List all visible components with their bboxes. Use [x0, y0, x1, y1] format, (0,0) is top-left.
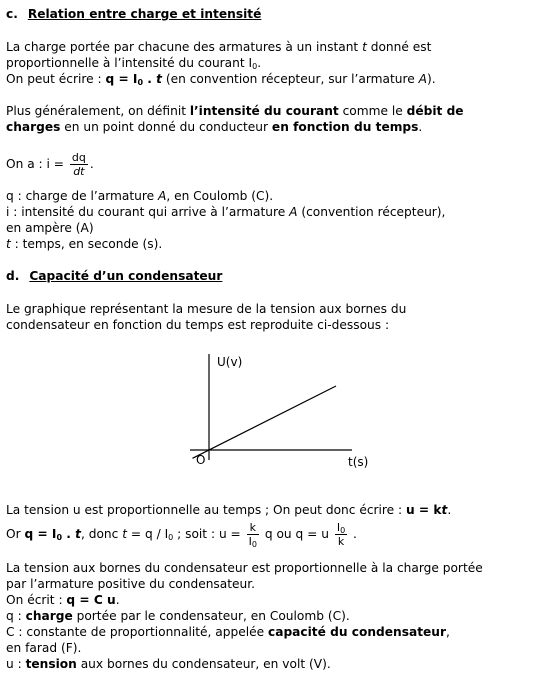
text: C : constante de proportionnalité, appelée — [6, 625, 268, 639]
section-c-letter: c. — [6, 7, 18, 21]
section-c-paragraph-2-line-2 — [6, 119, 422, 135]
fraction-i0-over-k — [335, 521, 347, 548]
fraction-k-over-i0 — [247, 521, 259, 548]
formula: t — [75, 527, 81, 541]
text: charges — [6, 120, 61, 134]
fraction-denominator: k — [337, 535, 345, 548]
formula: . — [143, 72, 157, 86]
text: On a : i = — [6, 157, 68, 171]
text: . — [447, 503, 452, 517]
section-c-paragraph-1-line-1 — [6, 39, 431, 55]
text: . — [418, 120, 423, 134]
text: en farad (F). — [6, 641, 82, 655]
definition-i-line-2 — [6, 220, 94, 236]
definition-capacity-line-2 — [6, 640, 81, 656]
definition-capacity — [6, 624, 450, 640]
text: Or — [6, 527, 25, 541]
text: q : charge de l’armature — [6, 189, 158, 203]
text: La tension u est proportionnelle au temps ; On peut donc écrire : — [6, 503, 407, 517]
text: , — [445, 625, 450, 639]
section-d-title: Capacité d’un condensateur — [29, 269, 223, 283]
section-d-paragraph-2 — [6, 502, 451, 518]
equation-current — [6, 151, 94, 178]
text: l’intensité du courant — [189, 104, 339, 118]
formula: t — [441, 503, 448, 517]
subscript: 0 — [251, 540, 257, 549]
text: . — [115, 593, 120, 607]
text: La tension aux bornes du condensateur est proportionnelle à la charge portée — [6, 561, 483, 575]
section-d-paragraph-1-line-2 — [6, 317, 389, 333]
fraction-denominator: dt — [73, 165, 85, 178]
text: condensateur en fonction du temps est reproduite ci-dessous : — [6, 318, 390, 332]
definition-q — [6, 188, 273, 204]
text: = q / I — [127, 527, 169, 541]
subscript: 0 — [137, 78, 144, 87]
definition-tension — [6, 656, 331, 672]
fraction-numerator: dq — [71, 151, 86, 164]
text: Le graphique représentant la mesure de la tension aux bornes du — [6, 302, 407, 316]
formula: q = I — [24, 527, 57, 541]
text: A — [418, 72, 427, 86]
origin-label: O — [196, 453, 206, 467]
subscript: 0 — [56, 533, 63, 542]
text: A — [289, 205, 298, 219]
text: : temps, en seconde (s). — [10, 237, 163, 251]
formula: . — [62, 527, 76, 541]
fraction-numerator — [335, 521, 347, 535]
text: On écrit : — [6, 593, 67, 607]
text: A — [157, 189, 167, 203]
section-d-paragraph-1-line-1 — [6, 301, 406, 317]
text: débit de — [406, 104, 464, 118]
text: . — [89, 157, 94, 171]
text: charge — [25, 609, 73, 623]
section-d-paragraph-3-line-2 — [6, 576, 255, 592]
section-c-paragraph-1-line-2 — [6, 55, 261, 71]
definition-t — [6, 236, 162, 252]
text: tension — [25, 657, 77, 671]
section-d-paragraph-3-line-3 — [6, 592, 120, 608]
formula: u = k — [406, 503, 442, 517]
text: (convention récepteur), — [297, 205, 446, 219]
text: q ou q = u — [260, 527, 333, 541]
text: I — [336, 521, 341, 534]
formula: q = C u — [66, 593, 116, 607]
text: . — [257, 56, 262, 70]
text: I — [248, 535, 252, 548]
series-line — [192, 386, 336, 458]
text: On peut écrire : — [6, 72, 106, 86]
text: par l’armature positive du condensateur. — [6, 577, 256, 591]
text: proportionnelle à l’intensité du courant I — [6, 56, 253, 70]
text: capacité du condensateur — [268, 625, 446, 639]
text: t — [122, 527, 128, 541]
text: u : — [6, 657, 26, 671]
text: (en convention récepteur, sur l’armature — [162, 72, 419, 86]
text: . — [349, 527, 357, 541]
text: en un point donné du conducteur — [60, 120, 272, 134]
subscript: 0 — [168, 533, 174, 542]
text: , en Coulomb (C). — [166, 189, 274, 203]
text: La charge portée par chacune des armatures à un instant — [6, 40, 363, 54]
text: aux bornes du condensateur, en volt (V). — [76, 657, 331, 671]
section-d-heading — [6, 268, 222, 284]
fraction-denominator — [247, 535, 259, 548]
subscript: 0 — [340, 526, 346, 535]
y-axis-label: U(v) — [217, 355, 243, 369]
text: ; soit : u = — [173, 527, 245, 541]
formula: t — [156, 72, 162, 86]
x-axis-label: t(s) — [348, 455, 369, 469]
section-d-equations — [6, 521, 357, 548]
section-c-title: Relation entre charge et intensité — [27, 7, 262, 21]
text: i : intensité du courant qui arrive à l’armature — [6, 205, 290, 219]
definition-charge — [6, 608, 350, 624]
subscript: 0 — [252, 62, 258, 71]
section-d-paragraph-3-line-1 — [6, 560, 483, 576]
text: q : — [6, 609, 26, 623]
definition-i — [6, 204, 445, 220]
text: donné est — [366, 40, 432, 54]
text: t — [6, 237, 11, 251]
formula: q = I — [105, 72, 138, 86]
text: t — [362, 40, 367, 54]
text: en ampère (A) — [6, 221, 94, 235]
fraction-numerator: k — [247, 521, 259, 535]
section-c-paragraph-2-line-1 — [6, 103, 464, 119]
text: ). — [426, 72, 436, 86]
section-c-paragraph-1-line-3 — [6, 71, 436, 87]
text: , donc — [80, 527, 123, 541]
text: comme le — [338, 104, 407, 118]
section-d-letter: d. — [6, 269, 20, 283]
section-c-heading — [6, 6, 261, 22]
text: portée par le condensateur, en Coulomb (C). — [72, 609, 350, 623]
fraction — [70, 151, 88, 178]
text: Plus généralement, on définit — [6, 104, 190, 118]
text: en fonction du temps — [271, 120, 419, 134]
tension-time-chart — [186, 352, 386, 472]
